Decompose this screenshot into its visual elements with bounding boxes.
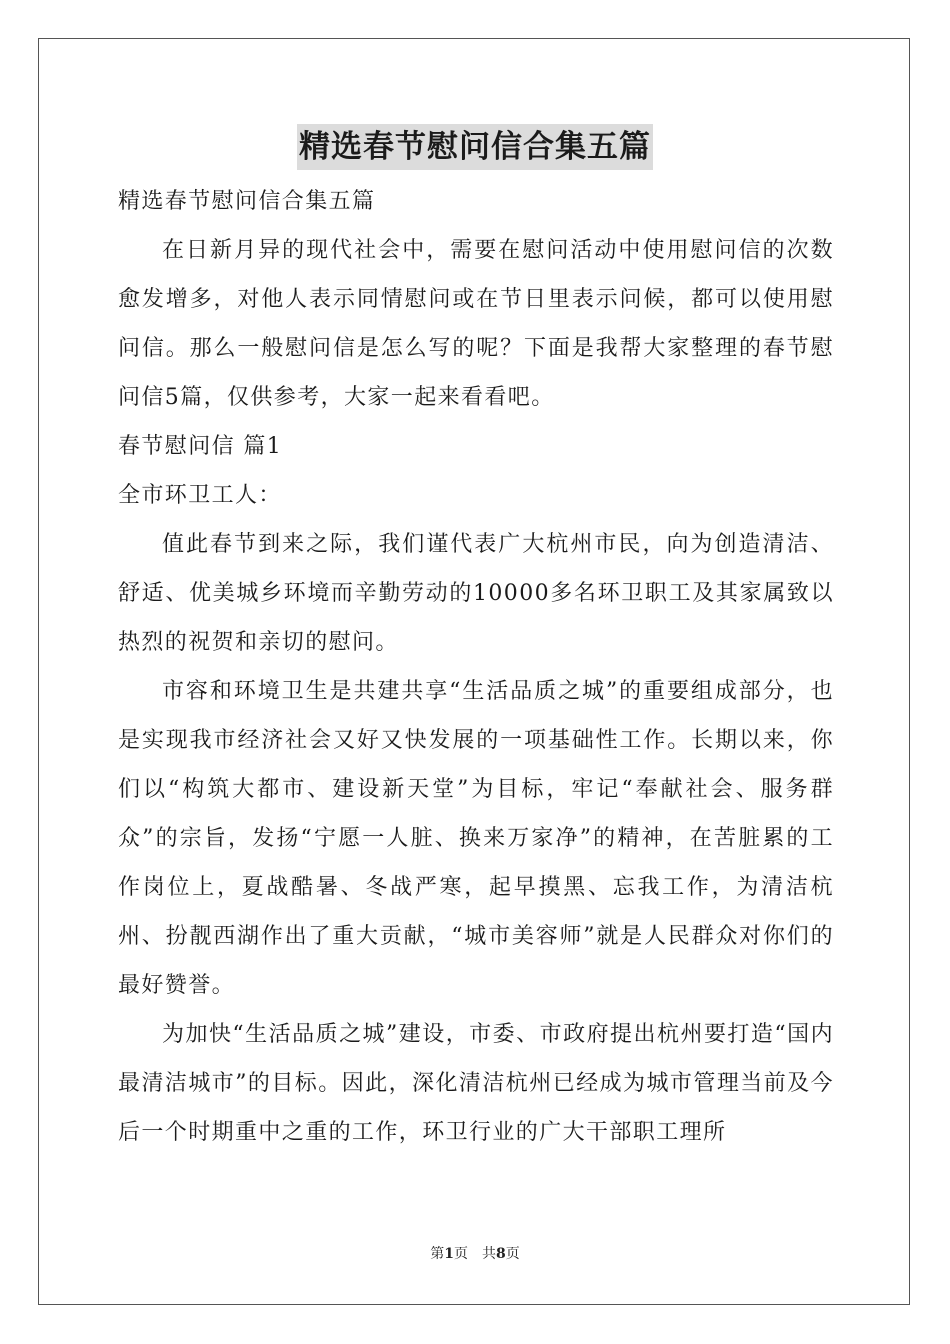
title-area [0, 124, 950, 170]
footer-total-prefix: 共 [482, 1246, 496, 1262]
subtitle-line: 精选春节慰问信合集五篇 [118, 189, 376, 214]
document-body [118, 177, 834, 1157]
footer-page-prefix: 第 [430, 1246, 445, 1262]
body-paragraph: 值此春节到来之际，我们谨代表广大杭州市民，向为创造清洁、舒适、优美城乡环境而辛勤劳动的10000多名环卫职工及其家属致以热烈的祝贺和亲切的慰问。 [118, 532, 834, 655]
footer-page-number: 1 [444, 1246, 454, 1262]
footer-total-pages: 8 [496, 1246, 506, 1262]
body-paragraph: 为加快“生活品质之城”建设，市委、市政府提出杭州要打造“国内最清洁城市”的目标。因此，深化清洁杭州已经成为城市管理当前及今后一个时期重中之重的工作，环卫行业的广大干部职工理所 [118, 1022, 834, 1145]
document-title: 精选春节慰问信合集五篇 [297, 124, 653, 170]
intro-paragraph: 在日新月异的现代社会中，需要在慰问活动中使用慰问信的次数愈发增多，对他人表示同情慰问或在节日里表示问候，都可以使用慰问信。那么一般慰问信是怎么写的呢？下面是我帮大家整理的春节慰问信5篇，仅供参考，大家一起来看看吧。 [118, 238, 834, 410]
footer-page-suffix: 页 [454, 1246, 468, 1262]
footer-total-suffix: 页 [505, 1246, 520, 1262]
page-footer [0, 1244, 950, 1264]
section-heading: 春节慰问信 篇1 [118, 434, 283, 459]
body-paragraph: 市容和环境卫生是共建共享“生活品质之城”的重要组成部分，也是实现我市经济社会又好又快发展的一项基础性工作。长期以来，你们以“构筑大都市、建设新天堂”为目标，牢记“奉献社会、服务群众”的宗旨，发扬“宁愿一人脏、换来万家净”的精神，在苦脏累的工作岗位上，夏战酷暑、冬战严寒，起早摸黑、忘我工作，为清洁杭州、扮靓西湖作出了重大贡献，“城市美容师”就是人民群众对你们的最好赞誉。 [118, 679, 834, 998]
salutation: 全市环卫工人： [118, 483, 282, 508]
